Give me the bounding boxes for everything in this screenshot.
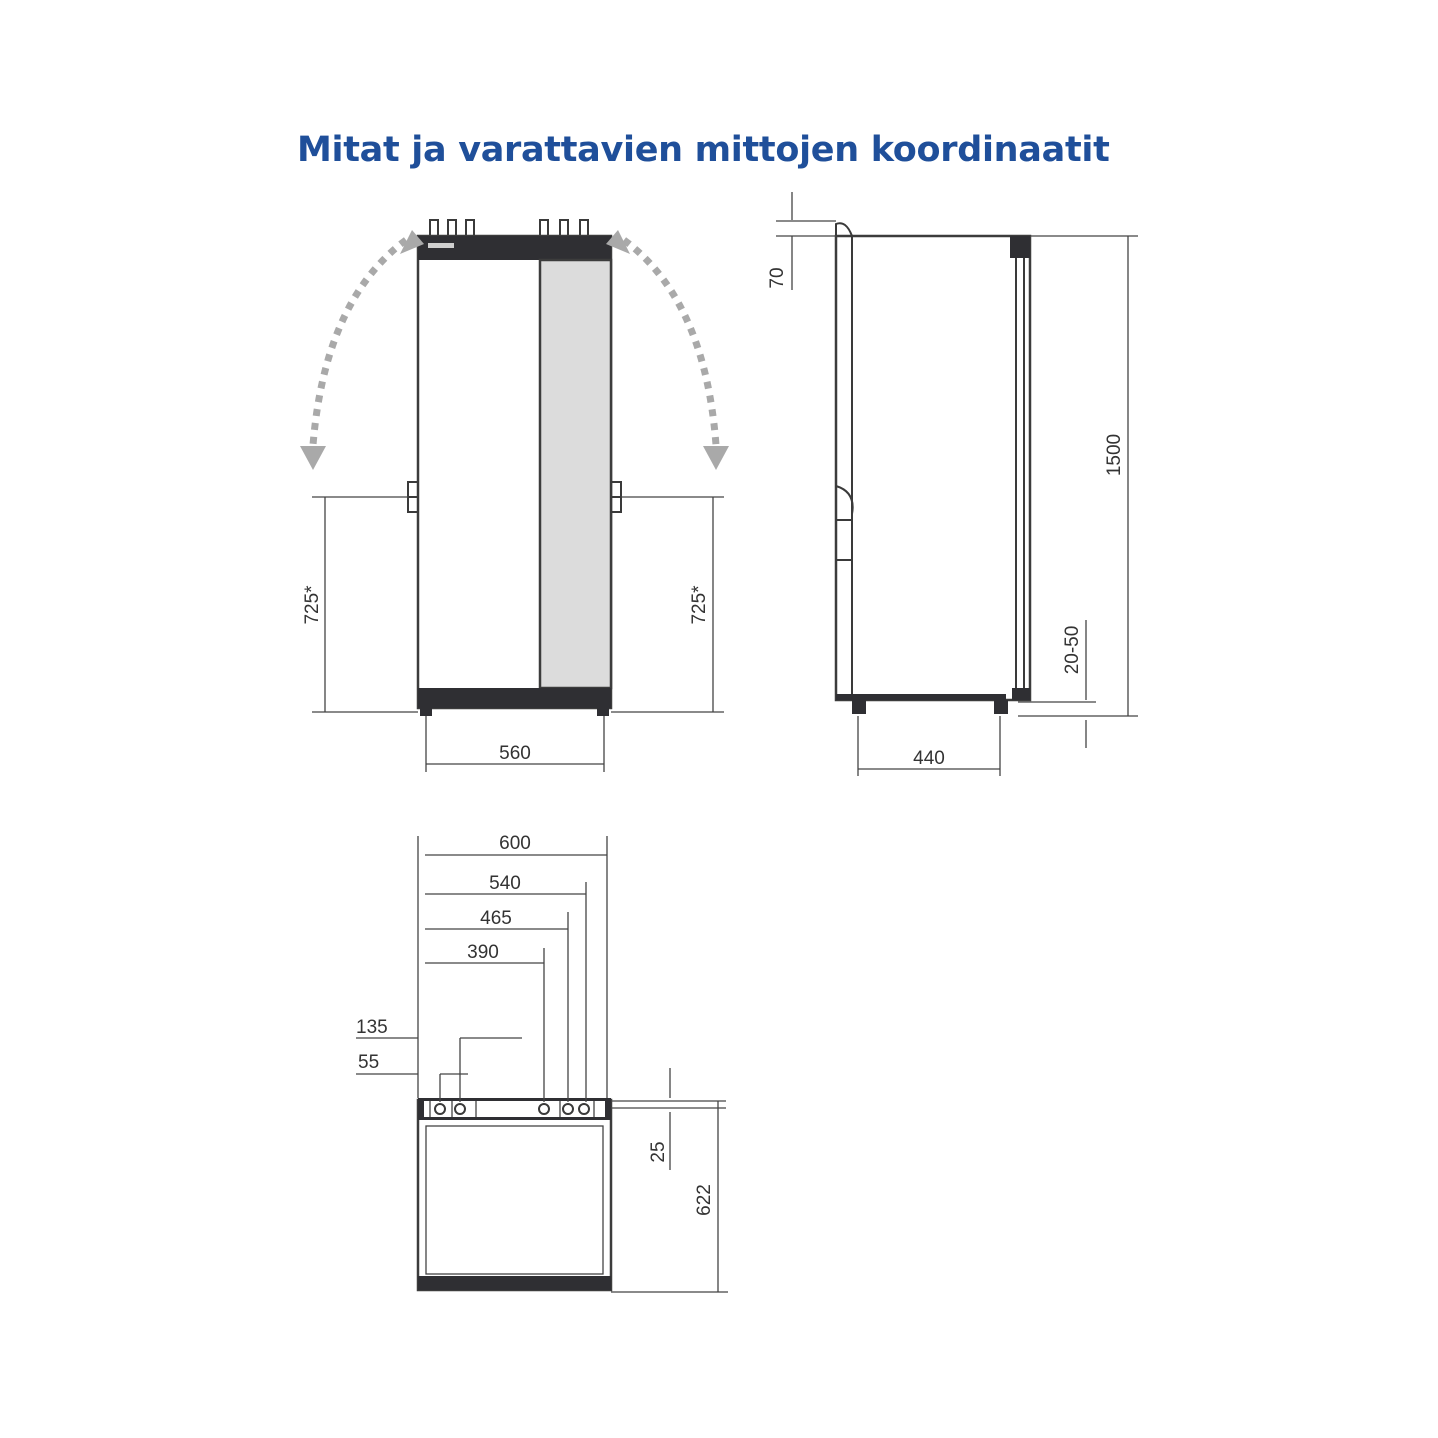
dim-height-left	[302, 497, 418, 712]
label-390: 390	[467, 942, 499, 963]
dim-width-front	[426, 716, 604, 772]
arrow-down-left-icon	[300, 446, 326, 470]
label-depth-side: 440	[913, 748, 945, 769]
label-feet-adjust: 20-50	[1062, 625, 1083, 675]
label-622: 622	[694, 1184, 715, 1216]
side-foot-rear	[852, 700, 866, 714]
side-top-front	[1010, 236, 1030, 258]
label-width-front: 560	[499, 743, 531, 764]
front-view	[300, 220, 729, 772]
label-height-side: 1500	[1104, 433, 1125, 477]
dim-25	[611, 1068, 726, 1170]
dim-height-right	[611, 497, 724, 712]
side-pipe-hook	[836, 223, 852, 236]
page-title: Mitat ja varattavien mittojen koordinaatit	[297, 130, 1110, 170]
front-foot-left	[420, 708, 432, 716]
label-25: 25	[648, 1141, 669, 1163]
front-pipe-stubs	[430, 220, 588, 236]
dim-top-offset	[767, 192, 836, 290]
label-55: 55	[358, 1052, 380, 1073]
top-cabinet	[418, 1100, 611, 1290]
top-view	[356, 833, 728, 1292]
side-foot-front	[994, 700, 1008, 714]
dim-465	[425, 908, 568, 1102]
label-540: 540	[489, 873, 521, 894]
front-bottom-band	[418, 688, 611, 708]
front-foot-right	[597, 708, 609, 716]
side-cabinet	[836, 236, 1030, 700]
top-bottom-band	[418, 1276, 611, 1290]
dim-390	[425, 942, 544, 1102]
label-height-right: 725*	[689, 585, 710, 625]
brand-logo	[428, 243, 454, 248]
swing-arc-right	[624, 240, 716, 445]
front-side-panel	[540, 260, 611, 688]
dim-600	[425, 833, 607, 855]
arrow-down-right-icon	[703, 446, 729, 470]
swing-arc-left	[313, 240, 406, 445]
dim-135	[356, 1017, 522, 1102]
label-top-offset: 70	[767, 267, 788, 289]
label-height-left: 725*	[302, 585, 323, 625]
side-view	[767, 192, 1138, 776]
label-465: 465	[480, 908, 512, 929]
dim-55	[356, 1052, 468, 1102]
dim-depth-side	[858, 716, 1000, 776]
label-135: 135	[356, 1017, 388, 1038]
label-600: 600	[499, 833, 531, 854]
side-bottom-front	[1012, 688, 1030, 700]
